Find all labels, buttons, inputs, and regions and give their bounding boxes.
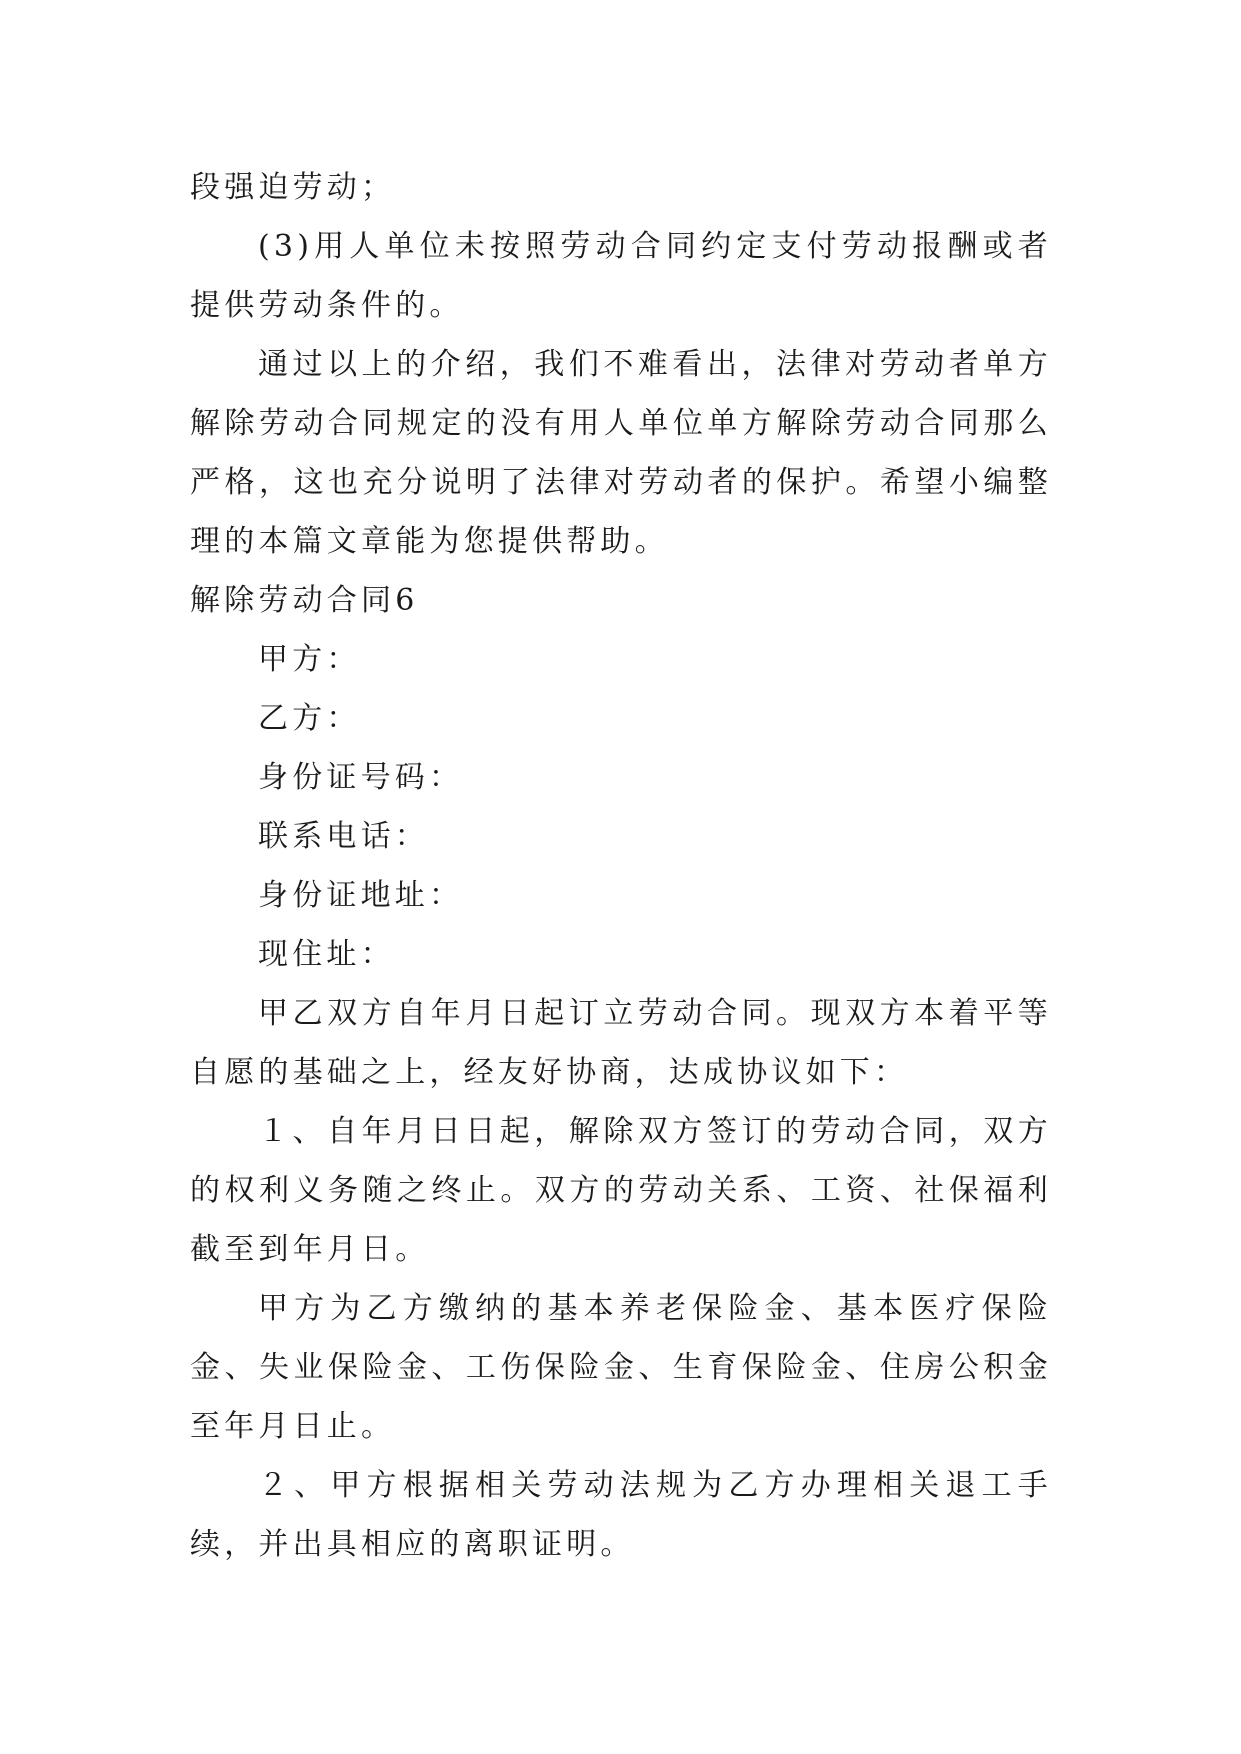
paragraph-clause-3: (3)用人单位未按照劳动合同约定支付劳动报酬或者提供劳动条件的。 [190, 229, 1052, 323]
field-phone: 联系电话： [258, 819, 429, 854]
paragraph-summary: 通过以上的介绍，我们不难看出，法律对劳动者单方解除劳动合同规定的没有用人单位单方解除劳动合同那么严格，这也充分说明了法律对劳动者的保护。希望小编整理的本篇文章能为您提供帮助。 [190, 347, 1052, 559]
paragraph-article-2: ２、甲方根据相关劳动法规为乙方办理相关退工手续，并出具相应的离职证明。 [190, 1468, 1052, 1562]
paragraph-agreement-intro: 甲乙双方自年月日起订立劳动合同。现双方本着平等自愿的基础之上，经友好协商，达成协议如下： [190, 996, 1052, 1090]
paragraph-continuation: 段强迫劳动； [190, 170, 396, 205]
paragraph-insurance: 甲方为乙方缴纳的基本养老保险金、基本医疗保险金、失业保险金、工伤保险金、生育保险金、住房公积金至年月日止。 [190, 1291, 1052, 1444]
field-party-a: 甲方： [258, 642, 361, 677]
field-current-address: 现住址： [258, 937, 395, 972]
section-heading: 解除劳动合同6 [190, 583, 419, 618]
paragraph-article-1: １、自年月日日起，解除双方签订的劳动合同，双方的权利义务随之终止。双方的劳动关系、工资、社保福利截至到年月日。 [190, 1114, 1052, 1267]
field-party-b: 乙方： [258, 701, 361, 736]
field-id-address: 身份证地址： [258, 878, 464, 913]
field-id-number: 身份证号码： [258, 760, 464, 795]
document-body [190, 158, 1052, 1574]
